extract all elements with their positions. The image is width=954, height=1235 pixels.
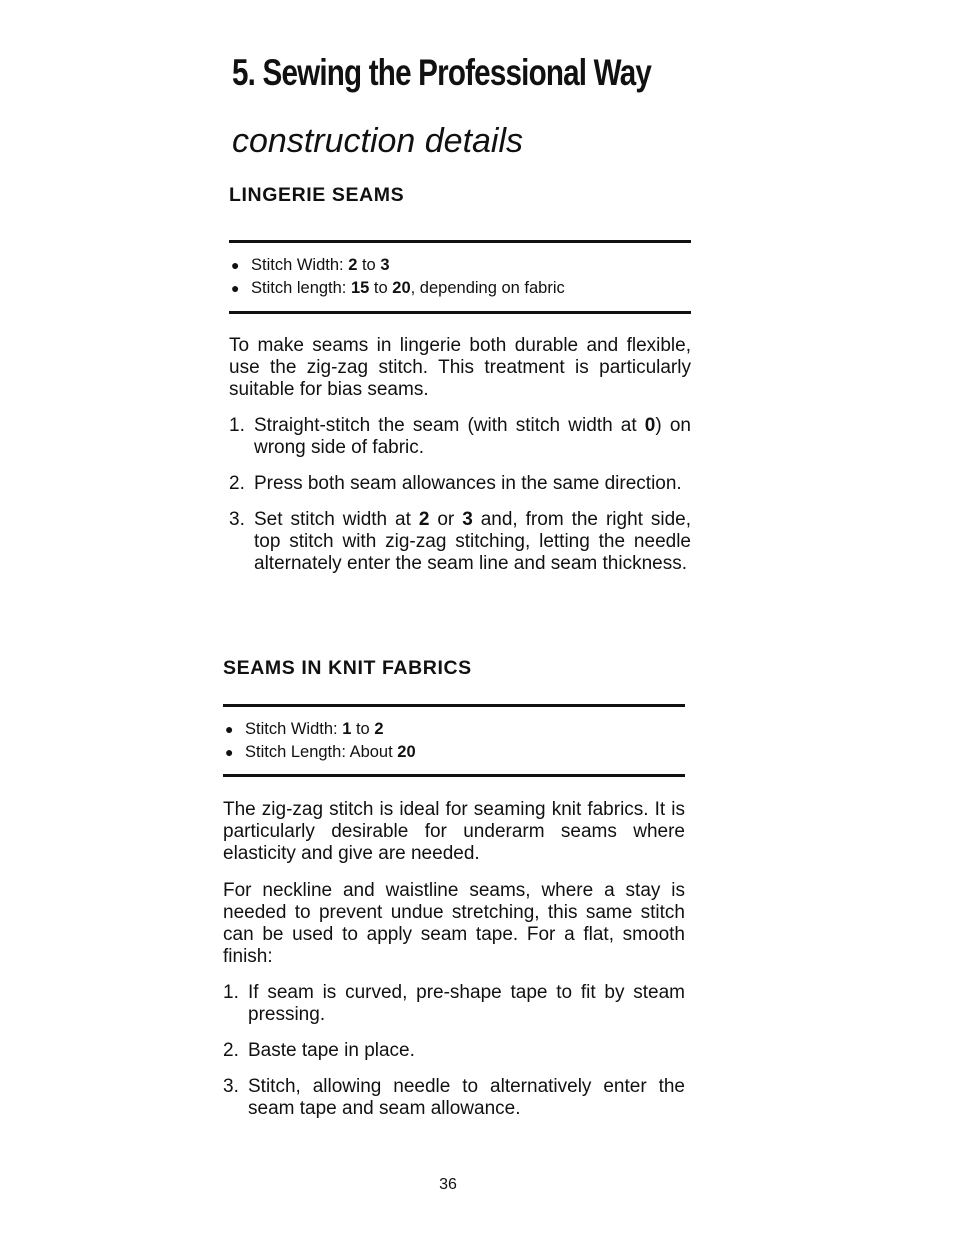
page-number: 36 [439,1176,457,1193]
bullet-icon: ● [231,257,240,273]
knit-paragraph-1: The zig-zag stitch is ideal for seaming knit fabrics. It is particularly desirable for underarm seams where elasticity and give are needed. [223,799,685,864]
spec-item: ● Stitch length: 15 to 20, depending on fabric [229,277,691,300]
spec-item: ● Stitch Width: 2 to 3 [229,254,691,277]
section-heading-lingerie: LINGERIE SEAMS [229,184,405,206]
spec-item: ● Stitch Length: About 20 [223,741,685,764]
spec-list-knit [223,718,685,764]
spec-item: ● Stitch Width: 1 to 2 [223,718,685,741]
section-knit-seams [223,657,685,1120]
rule-bottom-knit [223,774,685,777]
page-subtitle: construction details [232,122,524,160]
step-item: 3. Set stitch width at 2 or 3 and, from the right side, top stitch with zig-zag stitching, letting the needle alternately enter the seam line and seam thickness. [229,509,691,574]
lingerie-intro: To make seams in lingerie both durable and flexible, use the zig-zag stitch. This treatment is particularly suitable for bias seams. [229,335,691,400]
step-item: 2. Baste tape in place. [223,1040,415,1061]
rule-top-lingerie [229,240,691,243]
rule-bottom-lingerie [229,311,691,314]
bullet-icon: ● [225,744,234,760]
bullet-icon: ● [231,280,240,296]
knit-steps [223,982,685,1120]
step-item: 3. Stitch, allowing needle to alternatively enter the seam tape and seam allowance. [223,1076,685,1119]
knit-paragraph-2: For neckline and waistline seams, where a stay is needed to prevent undue stretching, this same stitch can be used to apply seam tape. For a flat, smooth finish: [223,880,685,967]
step-item: 2. Press both seam allowances in the same direction. [229,473,682,494]
section-lingerie-seams [229,184,691,575]
section-heading-knit: SEAMS IN KNIT FABRICS [223,657,472,679]
lingerie-steps [229,415,691,575]
spec-list-lingerie [229,254,691,300]
chapter-title: 5. Sewing the Professional Way [232,52,652,93]
step-item: 1. Straight-stitch the seam (with stitch width at 0) on wrong side of fabric. [229,415,691,458]
rule-top-knit [223,704,685,707]
bullet-icon: ● [225,721,234,737]
step-item: 1. If seam is curved, pre-shape tape to fit by steam pressing. [223,982,685,1025]
